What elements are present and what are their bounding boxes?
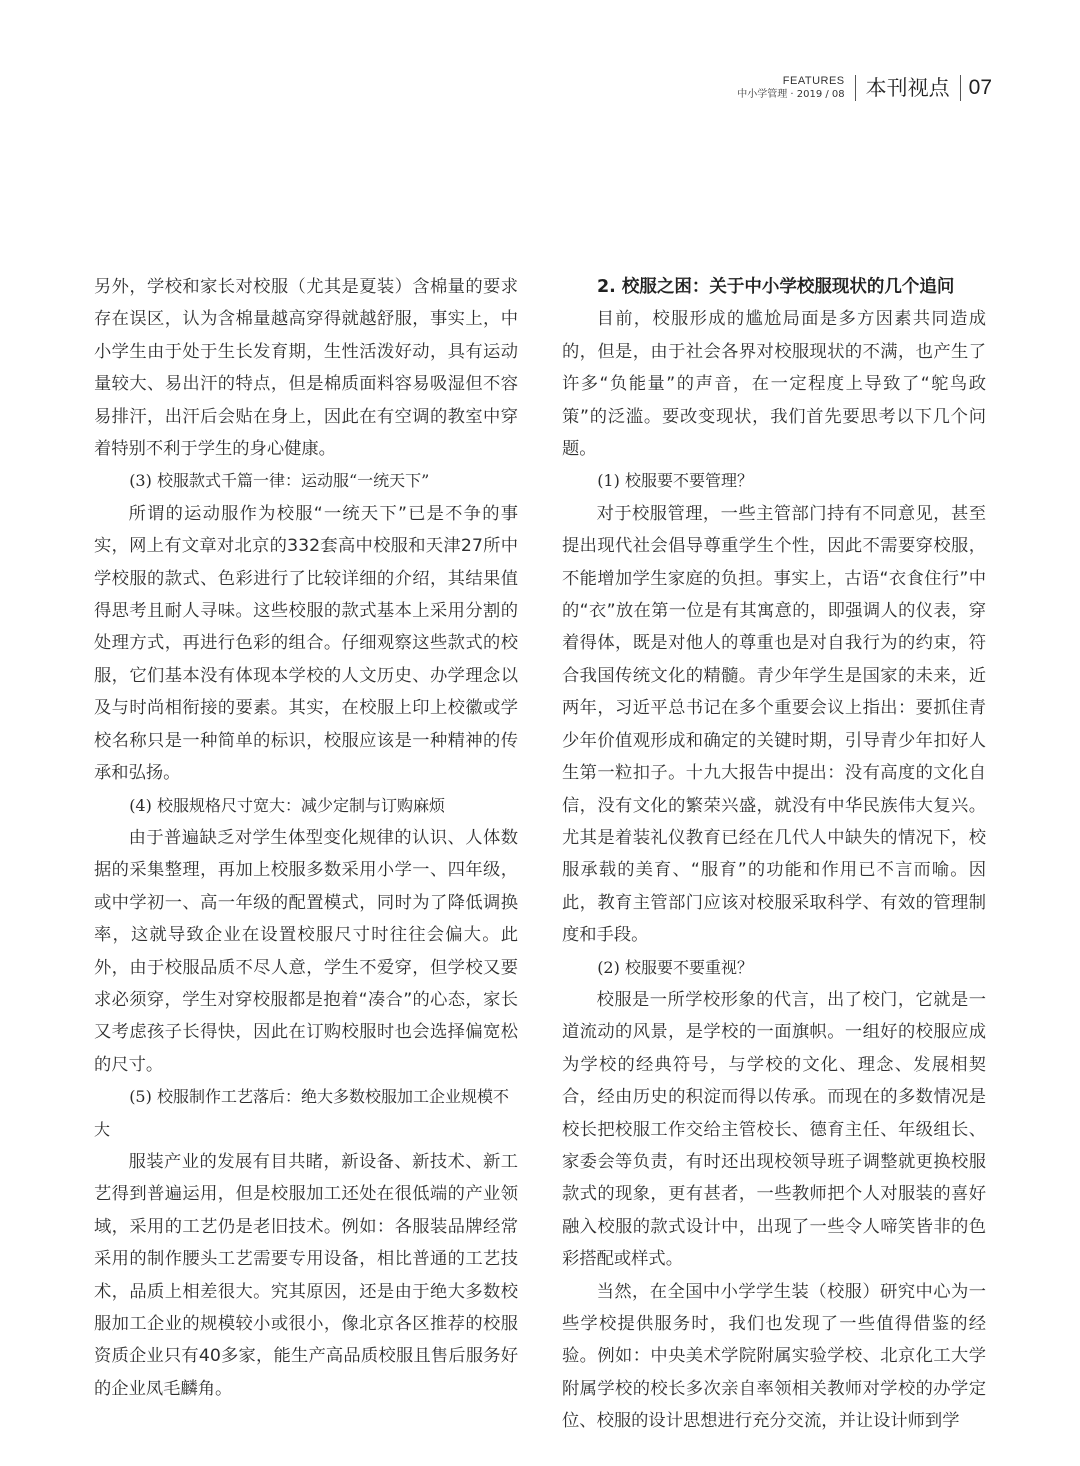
right-column [562,271,986,1438]
column-title: 本刊视点 [855,75,961,101]
paragraph: 对于校服管理，一些主管部门持有不同意见，甚至提出现代社会倡导尊重学生个性，因此不需要穿校服，不能增加学生家庭的负担。事实上，古语“衣食住行”中的“衣”放在第一位是有其寓意的，即强调人的仪表，穿着得体，既是对他人的尊重也是对自我行为的约束，符合我国传统文化的精髓。青少年学生是国家的未来，近两年，习近平总书记在多个重要会议上指出：要抓住青少年价值观形成和确定的关键时期，引导青少年扣好人生第一粒扣子。十九大报告中提出：没有高度的文化自信，没有文化的繁荣兴盛，就没有中华民族伟大复兴。尤其是着装礼仪教育已经在几代人中缺失的情况下，校服承载的美育、“服育”的功能和作用已不言而喻。因此，教育主管部门应该对校服采取科学、有效的管理制度和手段。 [562,503,986,946]
paragraph: 所谓的运动服作为校服“一统天下”已是不争的事实，网上有文章对北京的332套高中校服和天津27所中学校服的款式、色彩进行了比较详细的介绍，其结果值得思考且耐人寻味。这些校服的款式基本上采用分割的处理方式，再进行色彩的组合。仔细观察这些款式的校服，它们基本没有体现本学校的人文历史、办学理念以及与时尚相衔接的要素。其实，在校服上印上校徽或学校名称只是一种简单的标识，校服应该是一种精神的传承和弘扬。 [94,503,518,784]
page-header [737,70,992,106]
left-column [94,271,518,1405]
subheading: (2) 校服要不要重视？ [597,957,753,977]
features-label: FEATURES [782,75,845,87]
subheading: (4) 校服规格尺寸宽大：减少定制与订购麻烦 [129,795,445,815]
issue-label: 中小学管理 · 2019 / 08 [737,89,845,100]
page-number: 07 [968,76,992,99]
subheading: (3) 校服款式千篇一律：运动服“一统天下” [129,471,430,491]
section-title: 2. 校服之困：关于中小学校服现状的几个追问 [597,277,955,297]
paragraph: 服装产业的发展有目共睹，新设备、新技术、新工艺得到普遍运用，但是校服加工还处在很低端的产业领域，采用的工艺仍是老旧技术。例如：各服装品牌经常采用的制作腰头工艺需要专用设备，相比普通的工艺技术，品质上相差很大。究其原因，还是由于绝大多数校服加工企业的规模较小或很小，像北京各区推荐的校服资质企业只有40多家，能生产高品质校服且售后服务好的企业凤毛麟角。 [94,1151,518,1399]
paragraph: 另外，学校和家长对校服（尤其是夏装）含棉量的要求存在误区，认为含棉量越高穿得就越舒服，事实上，中小学生由于处于生长发育期，生性活泼好动，具有运动量较大、易出汗的特点，但是棉质面料容易吸湿但不容易排汗，出汗后会贴在身上，因此在有空调的教室中穿着特别不利于学生的身心健康。 [94,277,518,460]
subheading: (5) 校服制作工艺落后：绝大多数校服加工企业规模不大 [94,1087,509,1139]
header-meta [737,76,844,100]
paragraph: 当然，在全国中小学学生装（校服）研究中心为一些学校提供服务时，我们也发现了一些值得借鉴的经验。例如：中央美术学院附属实验学校、北京化工大学附属学校的校长多次亲自率领相关教师对学校的办学定位、校服的设计思想进行充分交流，并让设计师到学 [562,1281,986,1432]
subheading: (1) 校服要不要管理？ [597,471,753,491]
paragraph: 校服是一所学校形象的代言，出了校门，它就是一道流动的风景，是学校的一面旗帜。一组好的校服应成为学校的经典符号，与学校的文化、理念、发展相契合，经由历史的积淀而得以传承。而现在的多数情况是校长把校服工作交给主管校长、德育主任、年级组长、家委会等负责，有时还出现校领导班子调整就更换校服款式的现象，更有甚者，一些教师把个人对服装的喜好融入校服的款式设计中，出现了一些令人啼笑皆非的色彩搭配或样式。 [562,989,986,1270]
paragraph: 由于普遍缺乏对学生体型变化规律的认识、人体数据的采集整理，再加上校服多数采用小学一、四年级，或中学初一、高一年级的配置模式，同时为了降低调换率，这就导致企业在设置校服尺寸时往往会偏大。此外，由于校服品质不尽人意，学生不爱穿，但学校又要求必须穿，学生对穿校服都是抱着“凑合”的心态，家长又考虑孩子长得快，因此在订购校服时也会选择偏宽松的尺寸。 [94,827,518,1075]
paragraph: 目前，校服形成的尴尬局面是多方因素共同造成的，但是，由于社会各界对校服现状的不满，也产生了许多“负能量”的声音，在一定程度上导致了“鸵鸟政策”的泛滥。要改变现状，我们首先要思考以下几个问题。 [562,309,986,460]
